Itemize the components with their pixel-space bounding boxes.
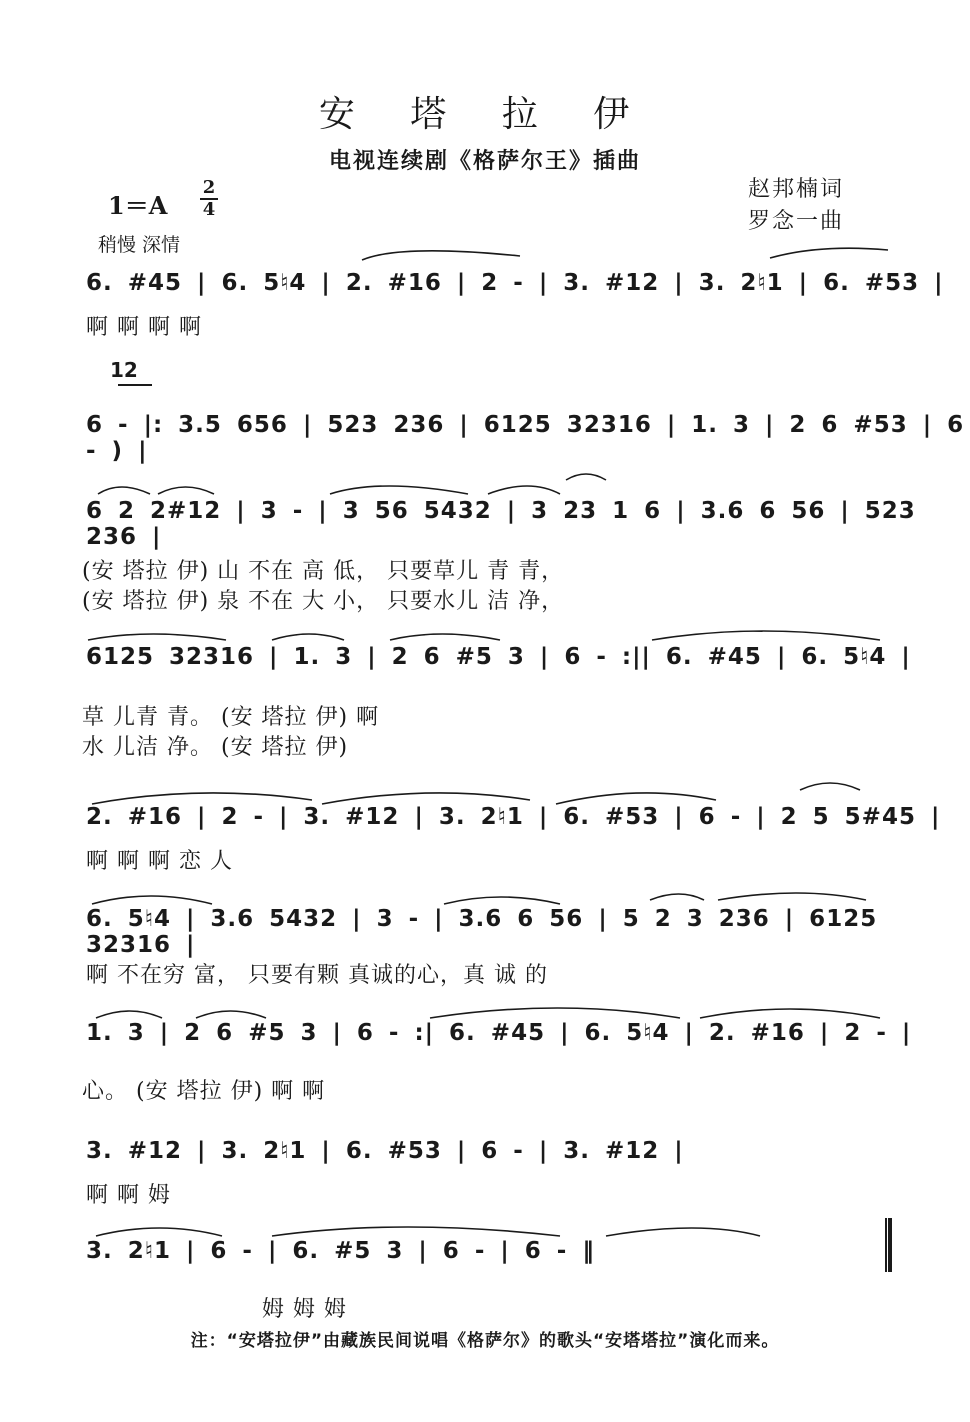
slur-arc	[96, 1011, 162, 1018]
slur-arc	[556, 793, 716, 804]
footnote: 注：“安塔拉伊”由藏族民间说唱《格萨尔》的歌头“安塔塔拉”演化而来。	[190, 1331, 780, 1351]
song-title: 安 塔 拉 伊	[318, 94, 652, 135]
slur-arc	[488, 486, 560, 494]
slur-arc	[800, 783, 860, 790]
slur-arc	[272, 634, 344, 640]
slur-arc	[566, 474, 606, 480]
lyric-line-verse-2: (安 塔拉 伊) 泉 不在 大 小， 只要水儿 洁 净，	[82, 589, 565, 614]
slur-arc	[88, 634, 226, 640]
slur-arc	[322, 793, 530, 804]
slur-arc	[390, 634, 500, 640]
notation-line: 2. #16 | 2 - | 3. #12 | 3. 2♮1 | 6. #53 | 6 - | 2 5 5#45 |	[86, 804, 941, 830]
slur-arc	[606, 1228, 760, 1236]
time-signature-top: 2	[202, 177, 216, 198]
slur-arc	[158, 487, 214, 494]
key-signature: 1＝A	[108, 191, 168, 220]
notation-line: 6 2 2#12 | 3 - | 3 56 5432 | 3 23 1 6 | 3.6 6 56 | 523 236 |	[86, 498, 916, 550]
slur-arc	[196, 1011, 266, 1018]
slur-arc	[652, 631, 880, 640]
lyric-line: 心。 (安 塔拉 伊) 啊 啊	[82, 1079, 326, 1104]
lyric-line-verse-1: 草 儿青 青。 (安 塔拉 伊) 啊	[82, 705, 380, 730]
notation-line: 6. 5♮4 | 3.6 5432 | 3 - | 3.6 6 56 | 5 2 3 236 | 6125 32316 |	[86, 906, 878, 958]
slur-arc	[430, 1008, 680, 1018]
slur-arc	[92, 793, 312, 804]
volta-bracket-label: 12	[110, 358, 138, 382]
lyric-line: 啊 啊 姆	[86, 1183, 171, 1208]
lyric-line: 啊 不在穷 富， 只要有颗 真诚的心，真 诚 的	[86, 963, 548, 988]
slur-arc	[650, 894, 704, 900]
slur-arc	[718, 893, 866, 900]
song-subtitle: 电视连续剧《格萨尔王》插曲	[328, 149, 641, 174]
time-signature-bottom: 4	[202, 199, 216, 220]
slur-arc	[272, 1227, 560, 1236]
slur-arc	[330, 486, 468, 494]
slur-arc	[700, 1009, 880, 1018]
slur-arc	[98, 487, 150, 494]
notation-line: 6. #45 | 6. 5♮4 | 2. #16 | 2 - | 3. #12 | 3. 2♮1 | 6. #53 |	[86, 270, 944, 296]
notation-line: 6 - |: 3.5 656 | 523 236 | 6125 32316 | 1. 3 | 2 6 #53 | 6 - ) |	[86, 412, 965, 464]
slur-arc	[92, 896, 212, 904]
lyric-line: 姆 姆 姆	[262, 1297, 347, 1322]
lyric-line: 啊 啊 啊 啊	[86, 315, 202, 340]
notation-line: 1. 3 | 2 6 #5 3 | 6 - :| 6. #45 | 6. 5♮4 | 2. #16 | 2 - |	[86, 1020, 912, 1046]
notation-line: 3. 2♮1 | 6 - | 6. #5 3 | 6 - | 6 - ‖	[86, 1238, 595, 1264]
lyric-line-verse-1: (安 塔拉 伊) 山 不在 高 低， 只要草儿 青 青，	[82, 559, 565, 584]
lyric-line-verse-2: 水 儿洁 净。 (安 塔拉 伊)	[82, 735, 349, 760]
lyricist-credit: 赵邦楠词	[748, 177, 845, 202]
slur-arc	[770, 248, 888, 258]
composer-credit: 罗念一曲	[748, 209, 845, 234]
slur-arc	[96, 1228, 222, 1236]
slur-arc	[444, 897, 560, 904]
notation-line: 3. #12 | 3. 2♮1 | 6. #53 | 6 - | 3. #12 |	[86, 1138, 684, 1164]
lyric-line: 啊 啊 啊 恋 人	[86, 849, 233, 874]
tempo-marking: 稍慢 深情	[98, 234, 181, 256]
slur-arc	[362, 251, 520, 260]
notation-line: 6125 32316 | 1. 3 | 2 6 #5 3 | 6 - :|| 6. #45 | 6. 5♮4 |	[86, 644, 911, 670]
